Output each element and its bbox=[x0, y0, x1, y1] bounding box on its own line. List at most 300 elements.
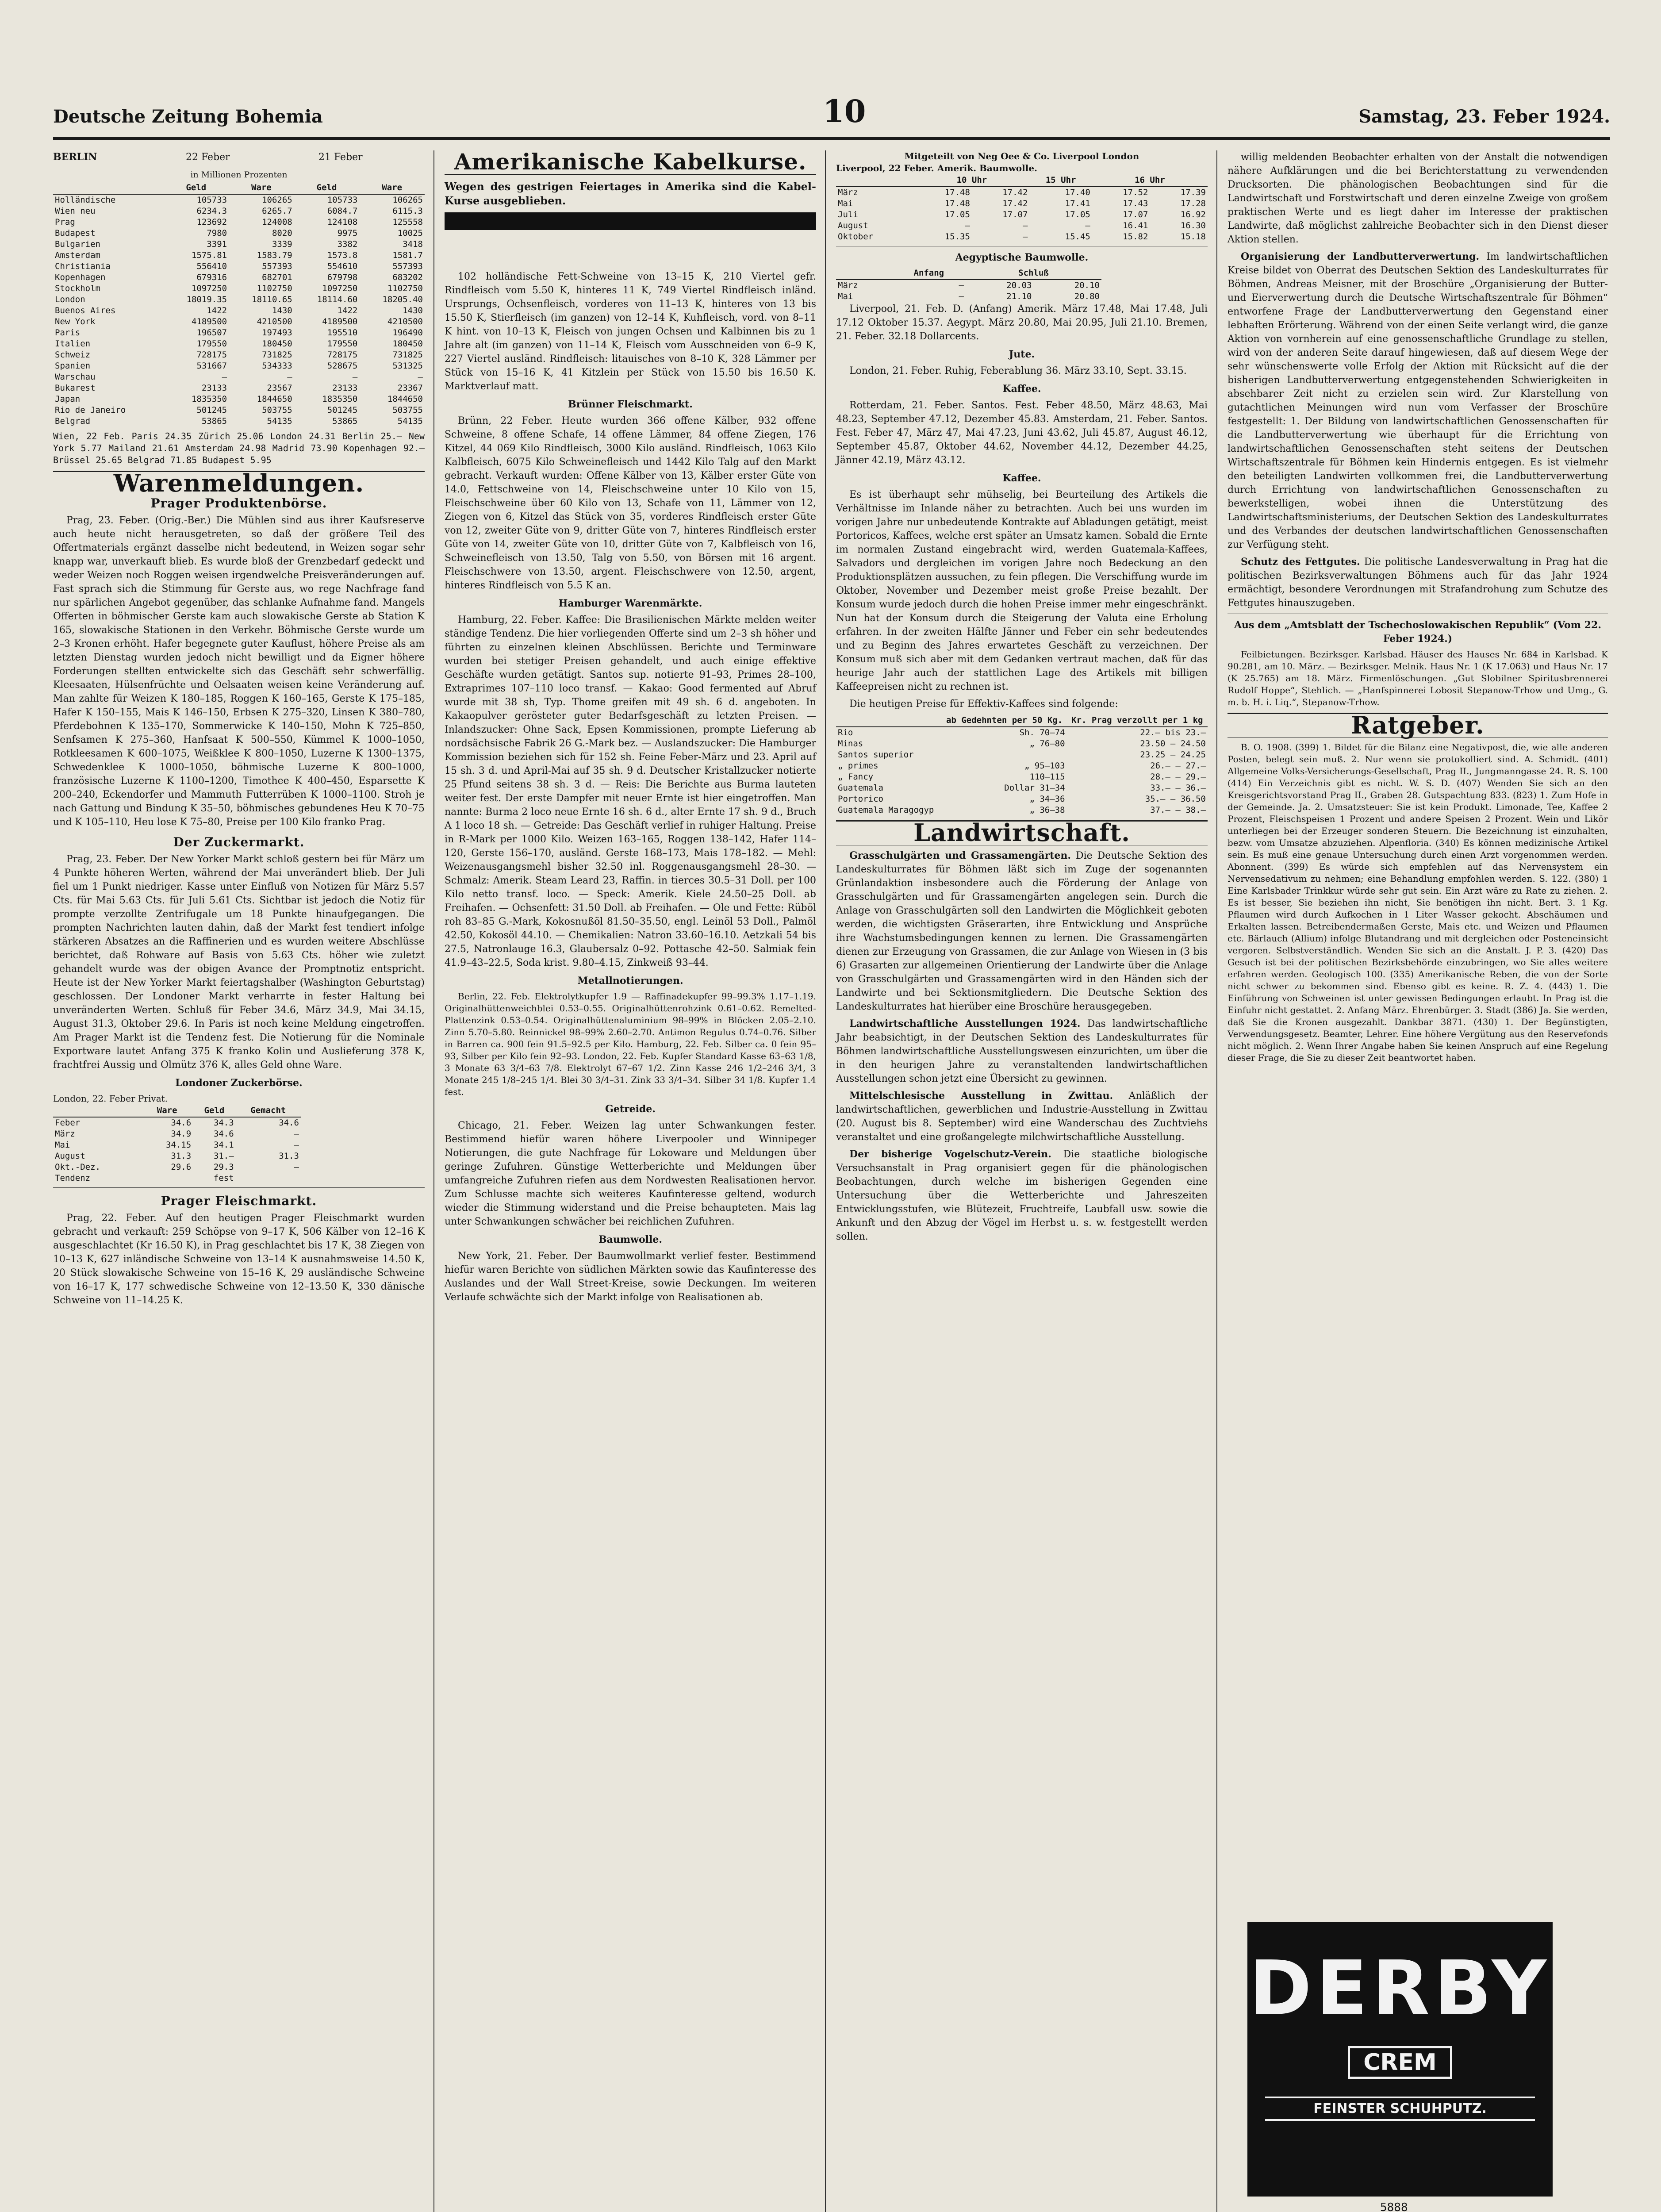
table-cell: — bbox=[959, 280, 964, 290]
table-row bbox=[53, 383, 425, 394]
table-cell: 4189500 bbox=[192, 317, 227, 326]
table-row bbox=[53, 316, 425, 327]
table-cell: 53865 bbox=[332, 416, 358, 426]
table-cell: 23367 bbox=[397, 383, 423, 393]
table-cell: Dollar 31–34 bbox=[1004, 783, 1065, 793]
table-cell: März bbox=[838, 280, 858, 290]
table-cell: 125558 bbox=[392, 217, 423, 227]
newspaper-page bbox=[53, 88, 1610, 2212]
table-cell: 503755 bbox=[392, 405, 423, 415]
table-row bbox=[53, 361, 425, 372]
table-header-cell: Geld bbox=[163, 182, 229, 194]
table-cell: 18110.65 bbox=[252, 295, 292, 304]
table-cell: 7980 bbox=[207, 228, 227, 238]
table-cell: „ 34–36 bbox=[1029, 794, 1065, 804]
landwirt-aus-text: Das landwirtschaftliche Jahr beabsichtigt, in der Deutschen Sektion des Landeskulturrates für Böhmen landwirtschaftliche Ausstellungswesen einzurichten, um über die in den heurigen Jahre zu veranstaltenden landwirtschaftlichen Ausstellungen schon jetzt eine Übersicht zu gewinnen. bbox=[836, 1018, 1208, 1084]
table-cell: Feber bbox=[55, 1118, 81, 1128]
table-cell: 17.48 bbox=[944, 199, 970, 208]
table-cell: 124108 bbox=[327, 217, 358, 227]
table-cell: — bbox=[1022, 221, 1028, 230]
table-row bbox=[836, 280, 1101, 291]
table-cell: 1430 bbox=[272, 306, 292, 315]
table-cell: Mai bbox=[55, 1140, 70, 1150]
table-header-cell: 15 Uhr bbox=[1029, 174, 1092, 187]
table-cell: Amsterdam bbox=[55, 250, 100, 260]
table-cell: 1102750 bbox=[387, 284, 423, 293]
table-cell: 683202 bbox=[392, 273, 423, 282]
table-cell: 1573.8 bbox=[327, 250, 358, 260]
table-cell: 6265.7 bbox=[262, 206, 292, 216]
gras-title: Grasschulgärten und Grassamengärten. bbox=[849, 850, 1071, 861]
derby-advertisement bbox=[1247, 1922, 1553, 2197]
table-cell: 34.1 bbox=[213, 1140, 234, 1150]
table-cell: 17.40 bbox=[1065, 188, 1090, 197]
table-cell: Guatemala Maragogyp bbox=[838, 805, 934, 815]
liverpool-text: Liverpool, 21. Feb. D. (Anfang) Amerik. März 17.48, Mai 17.48, Juli 17.12 Oktober 15.37. Aegypt. März 20.80, Mai 20.95, Juli 21.10. Bremen, 21. Feber. 32.18 Dollarcents. bbox=[836, 303, 1208, 342]
table-cell: — bbox=[287, 372, 292, 382]
table-cell: 28.— — 29.— bbox=[1150, 772, 1206, 782]
table-header-cell: Anfang bbox=[892, 267, 966, 280]
table-header-cell: Kr. Prag verzollt per 1 kg bbox=[1067, 714, 1208, 727]
table-header-cell bbox=[836, 174, 914, 187]
table-header-cell: Geld bbox=[294, 182, 360, 194]
table-cell: 37.— — 38.— bbox=[1150, 805, 1206, 815]
table-cell: 31.3 bbox=[279, 1151, 299, 1161]
table-row bbox=[53, 1129, 301, 1140]
kabelkurse-title: Amerikanische Kabelkurse. bbox=[454, 149, 807, 175]
aegypt-table bbox=[836, 267, 1101, 302]
page-number: 10 bbox=[823, 93, 866, 130]
zuckermarkt-title: Der Zuckermarkt. bbox=[173, 835, 305, 849]
table-cell: 22.— bis 23.— bbox=[1140, 728, 1206, 737]
table-cell: 180450 bbox=[392, 339, 423, 349]
table-cell: Oktober bbox=[838, 232, 874, 242]
table-row bbox=[53, 1117, 301, 1129]
londoner-line: London, 22. Feber Privat. bbox=[53, 1093, 168, 1104]
table-header-cell bbox=[836, 267, 892, 280]
zuckermarkt-text: Prag, 23. Feber. Der New Yorker Markt schloß gestern bei für März um 4 Punkte höheren Werten, während der Mai unverändert blieb. Der Juli fiel um 1 Punkt niedriger. Kasse unter Einfluß von Notizen für März 5.57 Cts. für Mai 5.63 Cts. für Juli 5.61 Cts. Sichtbar ist jedoch die Notiz für prompte verzollte Zentrifugale um 18 Punkte hinaufgegangen. Die prompten Nachrichten lauten dahin, daß der Markt fest tendiert infolge stärkeren Absatzes an die Raffinerien und es wurden weitere Abschlüsse berichtet, daß Rohware auf Basis von 5.63 Cts. höher wie zuletzt gehandelt wurde was der obigen Avance der Promptnotiz entspricht. Heute ist der New Yorker Markt feiertagshalber (Washington Geburtstag) geschlossen. Der Londoner Markt verharrte in fester Haltung bei unveränderten Werten. Schluß für Feber 34.6, März 34.9, Mai 34.15, August 31.3, Oktober 29.6. In Paris ist noch keine Meldung eingetroffen. Am Prager Markt ist die Tendenz fest. Die Notierung für die Nominale Exportware lautet Anfang 375 K franko Kolin und Auslieferung 378 K, frachtfrei Aussig und Olmütz 376 K, alles Geld ohne Ware. bbox=[53, 854, 425, 1071]
column-3 bbox=[836, 150, 1208, 1247]
table-cell: 15.18 bbox=[1180, 232, 1206, 242]
table-cell: 534333 bbox=[262, 361, 292, 371]
table-cell: 34.6 bbox=[171, 1118, 192, 1128]
table-cell: 34.3 bbox=[213, 1118, 234, 1128]
table-row bbox=[53, 416, 425, 427]
baumwolle-text: New York, 21. Feber. Der Baumwollmarkt verlief fester. Bestimmend hiefür waren Berichte von südlichen Märkten sowie das Kaufinteresse des Auslandes und der Wall Street-Kreise, sowie Deckungen. Im weiteren Verlaufe schwächte sich der Markt infolge von Realisationen ab. bbox=[445, 1251, 816, 1303]
table-cell: 15.45 bbox=[1065, 232, 1090, 242]
table-row bbox=[836, 794, 1208, 805]
table-cell: 17.52 bbox=[1123, 188, 1148, 197]
table-cell: März bbox=[55, 1129, 75, 1139]
org-text: Im landwirtschaftlichen Kreise bildet von Oberrat des Deutschen Sektion des Landeskulturrates für Böhmen, Andreas Meisner, mit der Broschüre „Organisierung der Butter- und Eierverwertung durch die Deutsche Wirtschaftszentrale für Böhmen“ entworfene Frage der Landbutterverwertung den Gegenstand einer lebhaften Erörterung. Während von der einen Seite verlangt wird, die ganze Aktion von vornherein auf eine genossenschaftliche Grundlage zu stellen, wird von der anderen Seite darauf hingewiesen, daß auf diesem Wege der sehr wünschenswerte volle Erfolg der Aktion mit Rücksicht auf die der bisherigen Landbutterverwertung entgegenstehenden Schwierigkeiten in absehbarer Zeit nicht zu erzielen sein wird. Zur Klarstellung von gutachtlichen Meinungen wird nun vom Verfasser der Broschüre festgestellt: 1. Der Bildung von landwirtschaftlichen Genossenschaften für die Landbutterverwertung wie überhaupt für die Errichtung von landwirtschaftlichen Genossenschaften steht seitens der Deutschen Wirtschaftszentrale für Böhmen kein Hindernis entgegen. Es ist vielmehr den beteiligten Landwirten vollkommen frei, die Landbutterverwertung durch Errichtung von landwirtschaftlichen Genossenschaften zu bewerkstelligen, wobei ihnen die Unterstützung des Landwirtschaftsministeriums, der Deutschen Sektion des Landeskulturrates und des Verbandes der deutschen landwirtschaftlichen Genossenschaften zur Verfügung steht. bbox=[1228, 251, 1608, 550]
table-cell: 1583.79 bbox=[257, 250, 292, 260]
table-cell: 21.10 bbox=[1006, 292, 1032, 301]
table-cell: Belgrad bbox=[55, 416, 91, 426]
table-cell: 20.10 bbox=[1074, 280, 1100, 290]
table-cell: 17.48 bbox=[944, 188, 970, 197]
table-cell: 6234.3 bbox=[196, 206, 227, 216]
table-cell: 106265 bbox=[262, 195, 292, 205]
table-row bbox=[53, 239, 425, 250]
table-cell: New York bbox=[55, 317, 96, 326]
table-cell: Bukarest bbox=[55, 383, 96, 393]
table-cell: 17.41 bbox=[1065, 199, 1090, 208]
ad-crem: CREM bbox=[1348, 2046, 1452, 2079]
table-row bbox=[836, 749, 1208, 760]
schutz-title: Schutz des Fettgutes. bbox=[1241, 556, 1360, 568]
table-cell: 16.41 bbox=[1123, 221, 1148, 230]
table-cell: 196490 bbox=[392, 328, 423, 338]
berlin-header bbox=[53, 150, 425, 168]
table-cell: — bbox=[294, 1140, 299, 1150]
table-cell: 17.42 bbox=[1002, 188, 1028, 197]
produktenboerse-title: Prager Produktenbörse. bbox=[150, 496, 327, 511]
table-cell: 31.— bbox=[213, 1151, 234, 1161]
table-cell: 23133 bbox=[332, 383, 358, 393]
table-cell: Rio bbox=[838, 728, 853, 737]
table-row bbox=[53, 349, 425, 361]
issue-date: Samstag, 23. Feber 1924. bbox=[1358, 106, 1610, 127]
table-cell: 34.6 bbox=[279, 1118, 299, 1128]
paper-name: Deutsche Zeitung Bohemia bbox=[53, 106, 323, 127]
table-cell: 20.03 bbox=[1006, 280, 1032, 290]
table-cell: 18019.35 bbox=[186, 295, 227, 304]
ratgeber-text: B. O. 1908. (399) 1. Bildet für die Bilanz eine Negativpost, die, wie alle anderen Posten, belegt sein muß. 2. Nur wenn sie protokolliert sind. A. Schmidt. (401) Allgemeine Volks-Versicherungs-Gesellschaft, Prag II., Jungmanngasse 24. R. S. 100 (414) Ein Verzeichnis gibt es nicht. W. S. D. (407) Wenden Sie sich an den Kreisgerichtsvorstand Prag II., Graben 28. Gutspachtung 833. (823) 1. Zum Hofe in der Gemeinde. Ja. 2. Umsatzsteuer: Sie ist kein Produkt. Limonade, Tee, Kaffee 2 Prozent, Fleischspeisen 1 Prozent und andere Speisen 2 Prozent. Wein und Likör unterliegen bei der Erzeuger sonderen Steuern. Die Bezeichnung ist einzuhalten, bezw. vom Umsatze abzuziehen. Alpenfloria. (340) Es können medizinische Artikel sein. Es muß eine genaue Untersuchung durch einen Arzt vorgenommen werden. Abonnent. (399) Es würde sich empfehlen auf das Nervensystem ein Nervensedativum zu nehmen; eine Behandlung empfohlen werden. S. 122. (380) 1 Eine Karlsbader Trinkkur würde sehr gut sein. Ein Arzt wäre zu Rate zu ziehen. 2. Es ist besser, Sie beziehen ihn nicht, Sie benötigen ihn nicht. Bert. 3. 1 Kg. Pflaumen wird durch Aufkochen in 1 Liter Wasser gekocht. Abschäumen und Erkalten lassen. Betreibendermaßen Gerste, Mais etc. und Weizen und Pflaumen etc. Bärlauch (Allium) infolge Blutandrang und mit dergleichen oder Posteneinsicht vergoren. Selbstverständlich. Wenden Sie sich an die Anstalt. J. P. 3. (420) Das Gesuch ist bei der politischen Bezirksbehörde einzubringen, wo Sie alles weitere erfahren werden. Geologisch 100. (335) Amerikanische Reben, die von der Sorte nicht schwer zu bekommen sind. Ebenso gibt es keine. R. Z. 4. (443) 1. Die Einführung von Schweinen ist unter gewissen Bedingungen erlaubt. In Prag ist die Einfuhr nicht gestattet. 2. Anfang März. Ehrenbürger. 3. Stadt (386) Ja. Sie werden, daß Sie die Kronen ausgezahlt. Dankbar 3871. (430) 1. Der Begünstigten, Verwendungsgesetz. Beamter, Lehrer. Eine höhere Vergütung aus den Reservefonds nicht möglich. 2. Wenn Ihrer Angabe haben Sie keinen Anspruch auf eine Regelung dieser Frage, die Sie zu dieser Zeit beantwortet haben. bbox=[1228, 742, 1608, 1063]
table-cell: 1430 bbox=[403, 306, 423, 315]
liverpool-line: Liverpool, 22 Feber. Amerik. Baumwolle. bbox=[836, 163, 1038, 173]
table-cell: 679316 bbox=[196, 273, 227, 282]
table-row bbox=[53, 261, 425, 272]
table-cell: 54135 bbox=[397, 416, 423, 426]
brueckner-text: Brünn, 22 Feber. Heute wurden 366 offene Kälber, 932 offene Schweine, 8 offene Schafe, 14 offene Lämmer, 84 offene Ziegen, 176 Kitzel, 44 069 Kilo Rindfleisch, 3000 Kilo ausländ. Rindfleisch, 1063 Kilo Kalbfleisch, 6075 Kilo Schweinefleisch und 1442 Kilo Talg auf den Markt gebracht. Verkauft wurden: Offene Kälber von 13, Kälber erster Güte von 14.0, Fettschweine von 14, Fleischschweine unter 10 Kilo von 15, Fleischschweine über 60 Kilo von 13, Schafe von 11, Lämmer von 12, Ziegen von 6, Kitzel das Stück von 35, vorderes Rindfleisch erster Güte von 12, zweiter Güte von 9, dritter Güte von 7, hinteres Rindfleisch erster Güte von 14, zweiter Güte von 10, dritter Güte von 7, Kalbfleisch von 16, Schweinefleisch von 13.50, Talg von 5.50, von Börsen mit 16 argent. Fleischschwere von 13.50, argent. Fleischschwere von 12.50, argent, hinteres Rindfleisch von 5.5 K an. bbox=[445, 415, 816, 591]
table-cell: — bbox=[294, 1129, 299, 1139]
table-cell: 23133 bbox=[201, 383, 227, 393]
table-cell: 34.6 bbox=[213, 1129, 234, 1139]
column-rule bbox=[825, 150, 826, 2212]
table-cell: 33.— — 36.— bbox=[1150, 783, 1206, 793]
kaffee-price-table bbox=[836, 714, 1208, 816]
berlin-unit: in Millionen Prozenten bbox=[190, 170, 288, 180]
table-header-row bbox=[836, 714, 1208, 727]
table-header-cell: 10 Uhr bbox=[914, 174, 1029, 187]
column-1 bbox=[53, 150, 425, 1311]
org-title: Organisierung der Landbutterverwertung. bbox=[1241, 251, 1480, 262]
table-cell: 53865 bbox=[201, 416, 227, 426]
table-cell: 196507 bbox=[196, 328, 227, 338]
table-cell: 180450 bbox=[262, 339, 292, 349]
table-header-cell: Ware bbox=[229, 182, 294, 194]
table-header-cell bbox=[53, 182, 163, 194]
berlin-notes: Wien, 22 Feb. Paris 24.35 Zürich 25.06 London 24.31 Berlin 25.— New York 5.77 Mailand 21.61 Amsterdam 24.98 Madrid 73.90 Kopenhagen 92.— Brüssel 25.65 Belgrad 71.85 Budapest 5.95 bbox=[53, 431, 425, 465]
table-cell: — bbox=[222, 372, 227, 382]
table-cell: 17.07 bbox=[1123, 210, 1148, 219]
table-row bbox=[53, 338, 425, 349]
baumwolle-title: Baumwolle. bbox=[598, 1234, 663, 1245]
table-row bbox=[836, 727, 1208, 738]
table-row bbox=[836, 738, 1208, 749]
table-cell: 728175 bbox=[327, 350, 358, 360]
mittelschlesisch-text: Anläßlich der landwirtschaftlichen, gewerblichen und Industrie-Ausstellung in Zwittau (20. August bis 8. September) wird eine Wanderschau des Zuchtviehs veranstaltet und eine großangelegte milchwirtschaftliche Ausstellung. bbox=[836, 1091, 1208, 1143]
table-cell: 8020 bbox=[272, 228, 292, 238]
table-row bbox=[836, 772, 1208, 783]
berlin-date-22: 22 Feber bbox=[186, 152, 230, 163]
table-cell: 17.28 bbox=[1180, 199, 1206, 208]
table-cell: 1097250 bbox=[322, 284, 358, 293]
kaffee2-text: Es ist überhaupt sehr mühselig, bei Beurteilung des Artikels die Verhältnisse im Inlande näher zu betrachten. Auch bei uns wurden im vorigen Jahre nur unbedeutende Kontrakte auf Abladungen getätigt, meist Portoricos, Kaffees, welche erst später an Umsatz kamen. Sobald die Ernte im normalen Zustand eingebracht wird, werden Guatemala-Kaffees, Salvadors und dergleichen im vorigen Jahre noch Bedeckung an den Produktionsplätzen aussuchen, zu fein pflegen. Die Verschiffung wurde im Oktober, November und Dezember meist große Preise bezahlt. Der Konsum wurde jedoch durch die hohen Preise immer mehr eingeschränkt. Nun hat der Konsum durch die Steigerung der Valuta eine Erholung erfahren. In der zweiten Hälfte Jänner und Feber ein sehr bedeutendes und zu Beginn des Jahres erwartetes Geschäft zu verzeichnen. Der Konsum muß sich aber mit dem Gedanken vertraut machen, daß für das heurige Jahr auch der stattlichen Lage des Artikels mit billigen Kaffeepreisen nicht zu rechnen ist. bbox=[836, 489, 1208, 692]
table-row bbox=[53, 1162, 301, 1173]
table-header-row bbox=[53, 1105, 301, 1117]
gras-text: Die Deutsche Sektion des Landeskulturrates für Böhmen läßt sich im Zuge der sogenannten Grünlandaktion insbesondere auch die Förderung der Anlage von Grasschulgärten und für Grassamengärten angelegen sein. Durch die Anlage von Grasschulgärten soll den Landwirten die Möglichkeit geboten werden, die wichtigsten Gräserarten, ihre Entwicklung und Ansprüche ihre Wachstumsbedingungen kennen zu lernen. Die Grassamengärten dienen zur Erzeugung von Grassamen, die zur Anlage von Wiesen in (3 bis 6) Grasarten zur allgemeinen Orientierung der Landwirte über die Anlage von Grasschulgärten und Grassamengärten wird in den Händen sich der Landwirte und bei Sektionsmitgliedern. Die Deutsche Sektion des Landeskulturrates hat hierüber eine Broschüre herausgegeben. bbox=[836, 850, 1208, 1012]
table-row bbox=[53, 228, 425, 239]
masthead bbox=[53, 88, 1610, 140]
table-cell: 18205.40 bbox=[382, 295, 423, 304]
amtsblatt-title: Aus dem „Amtsblatt der Tschechoslowakischen Republik“ (Vom 22. Feber 1924.) bbox=[1234, 619, 1602, 645]
table-row bbox=[836, 231, 1208, 242]
schutz-text: Die politische Landesverwaltung in Prag hat die politischen Bezirksverwaltungen Böhmens auch für das Jahr 1924 ermächtigt, besondere Verordnungen mit Strafandrohung zum Schutze des Fettgutes hinauszugeben. bbox=[1228, 557, 1608, 609]
table-row bbox=[53, 217, 425, 228]
table-cell: Schweiz bbox=[55, 350, 91, 360]
hamburger-text: Hamburg, 22. Feber. Kaffee: Die Brasilienischen Märkte melden weiter ständige Tendenz. Die hier vorliegenden Offerte sind um 2–3 sh höher und führten zu einzelnen kleinen Abschlüssen. Berichte und Terminware wurden bei stetiger Preisen gehandelt, und auch einige effektive Geschäfte wurden getätigt. Santos sup. notierte 91–93, Primes 28–100, Extraprimes 107–110 loco transf. — Kakao: Good fermented auf Abruf wurde mit 38 sh, Typ. Thome greifen mit 49 sh. 6 d. angeboten. In Kakaopulver gerösteter guter Bedarfsgeschäft zu letzten Preisen. — Inlandszucker: Ohne Sack, Epsen Kommissionen, prompte Lieferung ab nordsächsische Fabrik 26 G.-Mark bez. — Auslandszucker: Die Hamburger Kommission beziehen sich für 152 sh. Feine Feber-März und 23. April auf 15 sh. 3 d. und April-Mai auf 35 sh. 9 d. Deutscher Kristallzucker notierte 25 Pfund seitens 38 sh. 3 d. — Reis: Die Berichte aus Burma lauteten weiter fest. Der erste Dampfer mit neuer Ernte ist hier eingetroffen. Man nannte: Burma 2 loco neue Ernte 16 sh. 6 d., alter Ernte 17 sh. 9 d., Bruch A 1 loco 18 sh. — Getreide: Das Geschäft verlief in ruhiger Haltung. Preise in R-Mark per 1000 Kilo. Weizen 163–165, Roggen 138–142, Hafer 114–120, Gerste 156–170, ausländ. Gerste 168–173, Mais 178–182. — Mehl: Weizenausgangsmehl bisher 32.50 inl. Roggenausgangsmehl 28–30. — Schmalz: Amerik. Steam Leard 23, Raffin. in tierces 30.5–31 Doll. per 100 Kilo netto transf. loco. — Speck: Amerik. Kiele 24.50–25 Doll. ab Freihafen. — Ochsenfett: 31.50 Doll. ab Freihafen. — Ole und Fette: Rüböl roh 83–85 G.-Mark, Kokosnußöl 81.50–35.50, engl. Leinöl 53 Doll., Palmöl 42.50, Kokosöl 44.10. — Chemikalien: Natron 33.60–16.10. Aetzkali 54 bis 27.5, Natronlauge 16.3, Glaubersalz 0–92. Pottasche 42–50. Salmiak fein 41.9–43–22.5, Soda krist. 9.80–4.15, Zinkweiß 93–44. bbox=[445, 614, 816, 968]
notierungen-text: Berlin, 22. Feb. Elektrolytkupfer 1.9 — Raffinadekupfer 99–99.3% 1.17–1.19. Originalhüttenweichblei 0.53–0.55. Originalhüttenrohzink 0.61–0.62. Remelted-Plattenzink 0.53–0.54. Originalhüttenaluminium 98–99% in Blöcken 2.05–2.10. Zinn 5.70–5.80. Reinnickel 98–99% 2.60–2.70. Antimon Regulus 0.74–0.76. Silber in Barren ca. 900 fein 91.5–92.5 per Kilo. Hamburg, 22. Feb. Silber ca. 0 fein 95–93, Silber per Kilo fein 92–93. London, 22. Feb. Kupfer Standard Kasse 63–63 1/8, 3 Monate 63 3/4–63 7/8. Elektrolyt 67–67 1/2. Zinn Kasse 246 1/2–246 3/4, 3 Monate 245 1/8–245 1/4. Blei 30 3/4–31. Zink 33 3/4–34. Silber 34 1/8. Kupfer 1.4 fest. bbox=[445, 991, 816, 1097]
table-row bbox=[836, 209, 1208, 220]
table-cell: Guatemala bbox=[838, 783, 883, 793]
table-cell: 15.35 bbox=[944, 232, 970, 242]
table-cell: Budapest bbox=[55, 228, 96, 238]
table-cell: Kopenhagen bbox=[55, 273, 106, 282]
berlin-heading: BERLIN bbox=[53, 151, 97, 163]
table-cell: 35.— — 36.50 bbox=[1145, 794, 1206, 804]
table-cell: 17.42 bbox=[1002, 199, 1028, 208]
landwirt-aus-title: Landwirtschaftliche Ausstellungen 1924. bbox=[849, 1018, 1081, 1029]
brueckner-title: Brünner Fleischmarkt. bbox=[568, 399, 693, 410]
table-cell: Christiania bbox=[55, 261, 111, 271]
landwirtschaft-title: Landwirtschaft. bbox=[913, 818, 1130, 847]
table-row bbox=[53, 327, 425, 338]
table-cell: 556410 bbox=[196, 261, 227, 271]
table-cell: 9975 bbox=[337, 228, 358, 238]
table-header-cell bbox=[53, 1105, 141, 1117]
fleischmarkt-title: Prager Fleischmarkt. bbox=[161, 1194, 317, 1208]
table-cell: Italien bbox=[55, 339, 91, 349]
table-header-row bbox=[53, 182, 425, 194]
table-cell: Santos superior bbox=[838, 750, 914, 760]
table-header-cell: ab Gedehnten per 50 Kg. bbox=[942, 714, 1067, 727]
table-cell: 501245 bbox=[196, 405, 227, 415]
table-cell: 6084.7 bbox=[327, 206, 358, 216]
ratgeber-title: Ratgeber. bbox=[1351, 711, 1485, 739]
aegypt-title: Aegyptische Baumwolle. bbox=[955, 252, 1089, 263]
table-row bbox=[53, 1140, 301, 1151]
table-cell: 1835350 bbox=[192, 394, 227, 404]
kaffee-text: Rotterdam, 21. Feber. Santos. Fest. Feber 48.50, März 48.63, Mai 48.23, September 47.12, Dezember 45.83. Amsterdam, 21. Feber. Santos. Fest. Feber 47, März 47, Mai 47.23, Juni 43.62, Juli 45.87, August 46.12, September 45.87, Oktober 44.62, November 44.12, Dezember 44.25, Jänner 42.19, März 43.12. bbox=[836, 400, 1208, 466]
table-cell: Bulgarien bbox=[55, 239, 100, 249]
table-cell: 1835350 bbox=[322, 394, 358, 404]
table-cell: 3382 bbox=[337, 239, 358, 249]
table-cell: 557393 bbox=[392, 261, 423, 271]
table-header-cell: Ware bbox=[141, 1105, 193, 1117]
phaen-text: willig meldenden Beobachter erhalten von der Anstalt die notwendigen nähere Aufklärungen und die bei Berichterstattung zu verwendenden Drucksorten. Die phänologischen Beobachtungen sind für die Landwirtschaft und Forstwirtschaft und deren einzelne Zweige von großem praktischen Werte und es liegt daher im Interesse der praktischen Landwirte, daß möglichst zahlreiche Beobachter sich in den Dienst dieser Aktion stellen. bbox=[1228, 152, 1608, 245]
table-cell: 1422 bbox=[337, 306, 358, 315]
table-cell: 23567 bbox=[267, 383, 292, 393]
table-cell: — bbox=[1022, 232, 1028, 242]
table-cell: 17.05 bbox=[1065, 210, 1090, 219]
table-cell: — bbox=[294, 1162, 299, 1172]
table-header-cell: Ware bbox=[359, 182, 425, 194]
table-row bbox=[53, 294, 425, 305]
table-cell: 29.3 bbox=[213, 1162, 234, 1172]
table-row bbox=[53, 272, 425, 283]
table-cell: 195510 bbox=[327, 328, 358, 338]
table-cell: 557393 bbox=[262, 261, 292, 271]
table-cell: 34.15 bbox=[165, 1140, 192, 1150]
table-cell: 531325 bbox=[392, 361, 423, 371]
table-row bbox=[836, 760, 1208, 772]
liverpool-table bbox=[836, 174, 1208, 242]
table-cell: 179550 bbox=[327, 339, 358, 349]
table-cell: August bbox=[55, 1151, 85, 1161]
warenmeldungen-title: Warenmeldungen. bbox=[113, 469, 364, 497]
black-separator bbox=[445, 212, 816, 230]
table-cell: 501245 bbox=[327, 405, 358, 415]
table-cell: 1575.81 bbox=[192, 250, 227, 260]
table-cell bbox=[942, 749, 1067, 760]
table-cell: Stockholm bbox=[55, 284, 100, 293]
table-row bbox=[836, 187, 1208, 198]
table-row bbox=[53, 1151, 301, 1162]
table-cell: 18114.60 bbox=[317, 295, 358, 304]
table-header-cell: Gemacht bbox=[236, 1105, 301, 1117]
table-cell: 179550 bbox=[196, 339, 227, 349]
column-4 bbox=[1228, 150, 1608, 1068]
table-cell: Wien neu bbox=[55, 206, 96, 216]
fleischmarkt-text: Prag, 22. Feber. Auf den heutigen Prager Fleischmarkt wurden gebracht und verkauft: 259 Schöpse von 9–17 K, 506 Kälber von 12–16 K ausgeschlachtet (Kr 16.50 K), in Prag geschlachtet bis 17 K, 38 Ziegen von 10–13 K, 627 inländische Schweine von 13–14 K ausnahmsweise 14.50 K, 20 Stück slowakische Schweine von 15–16 K, 29 ausländische Schweine von 16–17 K, 177 schwedische Schweine von 12–13.50 K, 330 dänische Schweine von 11–14.25 K. bbox=[53, 1213, 425, 1306]
kabelkurse-note: Wegen des gestrigen Feiertages in Amerika sind die Kabel-Kurse ausgeblieben. bbox=[445, 180, 816, 207]
preise-line: Die heutigen Preise für Effektiv-Kaffees sind folgende: bbox=[849, 699, 1118, 710]
table-cell bbox=[236, 1173, 301, 1184]
berlin-rate-table bbox=[53, 182, 425, 427]
fleisch-intro-text: 102 holländische Fett-Schweine von 13–15 K, 210 Viertel gefr. Rindfleisch vom 5.50 K, hinteres 11 K, 749 Viertel Rindfleisch inländ. Ursprungs, Ochsenfleisch, vorderes von 11–13 K, hinteres von 13 bis 15.50 K, Stierfleisch (im ganzen) von 12–14 K, Kuhfleisch, vord. von 8–11 K hint. von 10–13 K, Fleisch von jungen Ochsen und Kalbinnen bis zu 1 Jahre alt (im ganzen) von 11–14 K, Fleisch vom Ausschneiden von 6–9 K, 227 Viertel ausländ. Rindfleisch: litauisches von 8–10 K, 328 Lämmer per Stück von 15–16 K, 41 Kitzlein per Stück von 15.50 bis 16.50 K. Marktverlauf matt. bbox=[445, 271, 816, 392]
londoner-title: Londoner Zuckerbörse. bbox=[175, 1077, 303, 1089]
vogelfang-text: Die staatliche biologische Versuchsanstalt in Prag organisiert gegen für die phänologischen Beobachtungen, durch welche im bisherigen Gegenden eine Untersuchung über die Wetterberichte und Jahreszeiten Entwicklungsstufen, wie Blütezeit, Fruchtreife, Laubfall usw. sowie die Ankunft und den Abzug der Vögel im Herbst u. s. w. festgestellt werden sollen. bbox=[836, 1149, 1208, 1242]
jute-text: London, 21. Feber. Ruhig, Feberablung 36. März 33.10, Sept. 33.15. bbox=[849, 365, 1187, 376]
table-cell: 3391 bbox=[207, 239, 227, 249]
column-rule bbox=[1216, 150, 1217, 2212]
amtsblatt-text: Feilbietungen. Bezirksger. Karlsbad. Häuser des Hauses Nr. 684 in Karlsbad. K 90.281, am 10. März. — Bezirksger. Melnik. Haus Nr. 1 (K 17.063) und Haus Nr. 17 (K 25.765) am 18. März. Firmenlöschungen. „Gut Slobilner Spiritusbrennerei Rudolf Hoppe“, Stehlich. — „Hanfspinnerei Lobosit Stepanow-Trhow und Umg., G. m. b. H. i. Liq.“, Stepanow-Trhow. bbox=[1228, 649, 1608, 707]
table-cell: 531667 bbox=[196, 361, 227, 371]
ad-brand: DERBY bbox=[1249, 1945, 1551, 2032]
table-cell: 3418 bbox=[403, 239, 423, 249]
table-cell: 17.05 bbox=[944, 210, 970, 219]
table-cell: „ Fancy bbox=[838, 772, 874, 782]
table-cell: — bbox=[418, 372, 423, 382]
produktenboerse-text: Prag, 23. Feber. (Orig.-Ber.) Die Mühlen sind aus ihrer Kaufsreserve auch heute nicht herausgetreten, so daß der größere Teil des Offertmaterials ergänzt dasselbe nicht bedeutend, in Weizen sogar sehr knapp war, unverkauft blieb. Es wurde bloß der Grenzbedarf gedeckt und weder Weizen noch Roggen weisen irgendwelche Preisveränderungen auf. Fast sprach sich die Stimmung für Gerste aus, wo rege Nachfrage fand nur spärlichen Angebot gegenüber, das schlanke Aufnahme fand. Mangels Offerten in böhmischer Gerste kam auch slowakische Gerste ab Station K 165, slowakische Stationen in den Verkehr. Böhmische Gerste wurde um 2–3 Kronen erhöht. Hafer begegnete guter Kauflust, höhere Preise als am letzten Dienstag wurden jedoch nicht bewilligt und da Eigner höhere Forderungen stellten entwickelte sich das Geschäft sehr schwerfällig. Kleesaaten, Hülsenfrüchte und Oelsaaten weisen keine Veränderung auf. Man zahlte für Weizen K 180–185, Roggen K 160–165, Gerste K 175–185, Hafer K 150–155, Mais K 146–150, Erbsen K 275–320, Linsen K 380–780, Pferdebohnen K 135–170, Sommerwicke K 140–150, Mohn K 725–850, Senfsamen K 275–360, Hanfsaat K 500–550, Kümmel K 1000–1050, Rotkleesamen K 600–1075, Weißklee K 800–1050, Luzerne K 1300–1375, Schwedenklee K 1000–1050, böhmische Luzerne K 800–1000, französische Luzerne K 1100–1200, Timothee K 400–450, Esparsette K 200–240, Eckendorfer und Mammuth Futterrüben K 1000–1100. Stroh je nach Gattung und Bindung K 35–50, böhmisches gebundenes Heu K 70–75 und K 105–110, Heu lose K 75–80, Preise per 100 Kilo franko Prag. bbox=[53, 515, 425, 828]
table-row bbox=[53, 1173, 301, 1184]
column-2 bbox=[445, 150, 816, 1308]
table-row bbox=[53, 372, 425, 383]
table-row bbox=[53, 250, 425, 261]
table-cell: 123692 bbox=[196, 217, 227, 227]
table-cell: „ primes bbox=[838, 761, 878, 771]
table-cell: 728175 bbox=[196, 350, 227, 360]
table-row bbox=[53, 206, 425, 217]
table-cell: — bbox=[352, 372, 358, 382]
table-row bbox=[53, 405, 425, 416]
table-cell: Prag bbox=[55, 217, 75, 227]
table-cell: Tendenz bbox=[55, 1173, 91, 1183]
table-cell: 15.82 bbox=[1123, 232, 1148, 242]
table-cell: 3339 bbox=[272, 239, 292, 249]
table-cell: 197493 bbox=[262, 328, 292, 338]
table-cell: Buenos Aires bbox=[55, 306, 116, 315]
hamburger-title: Hamburger Warenmärkte. bbox=[558, 598, 702, 609]
getreide-text: Chicago, 21. Feber. Weizen lag unter Schwankungen fester. Bestimmend hiefür waren höhere Liverpooler und Winnipeger Notierungen, die gute Nachfrage für Lokoware und Meldungen über geringe Zufuhren. Günstige Wetterberichte und Meldungen über umfangreiche Zufuhren riefen aus dem Nordwesten Realisationen hervor. Zum Schlusse machte sich weiteres Kaufinteresse geltend, wodurch wieder die Stimmung widerstand und die Preise behaupteten. Mais lag unter Schwankungen schwächer bei reichlichen Zufuhren. bbox=[445, 1120, 816, 1227]
table-header-cell bbox=[836, 714, 942, 727]
table-cell: 20.80 bbox=[1074, 292, 1100, 301]
table-cell: Juli bbox=[838, 210, 858, 219]
table-row bbox=[836, 783, 1208, 794]
table-cell: Mai bbox=[838, 292, 853, 301]
table-cell: 1102750 bbox=[257, 284, 292, 293]
table-cell: 54135 bbox=[267, 416, 292, 426]
notierungen-title: Metallnotierungen. bbox=[577, 975, 683, 987]
table-cell: 17.43 bbox=[1123, 199, 1148, 208]
table-cell: — bbox=[965, 221, 970, 230]
table-header-cell: Geld bbox=[193, 1105, 236, 1117]
table-cell: Okt.-Dez. bbox=[55, 1162, 100, 1172]
table-cell: 106265 bbox=[392, 195, 423, 205]
table-cell: 17.07 bbox=[1002, 210, 1028, 219]
londoner-table bbox=[53, 1105, 301, 1184]
table-cell: 682701 bbox=[262, 273, 292, 282]
table-cell: Portorico bbox=[838, 794, 883, 804]
table-cell: 23.50 — 24.50 bbox=[1140, 739, 1206, 749]
table-cell: 124008 bbox=[262, 217, 292, 227]
table-cell: 4210500 bbox=[257, 317, 292, 326]
table-cell: Spanien bbox=[55, 361, 91, 371]
table-cell: 17.39 bbox=[1180, 188, 1206, 197]
table-header-cell: 16 Uhr bbox=[1092, 174, 1208, 187]
table-cell: Minas bbox=[838, 739, 863, 749]
table-cell: „ 36–38 bbox=[1029, 805, 1065, 815]
table-cell: 16.30 bbox=[1180, 221, 1206, 230]
table-cell: „ 76–80 bbox=[1029, 739, 1065, 749]
ad-number: 5888 bbox=[1380, 2201, 1408, 2212]
table-cell: 10025 bbox=[397, 228, 423, 238]
table-cell: 1581.7 bbox=[392, 250, 423, 260]
table-cell: 731825 bbox=[262, 350, 292, 360]
table-cell: 731825 bbox=[392, 350, 423, 360]
table-cell: 679798 bbox=[327, 273, 358, 282]
table-cell: Holländische bbox=[55, 195, 116, 205]
table-row bbox=[836, 805, 1208, 816]
table-cell: 1422 bbox=[207, 306, 227, 315]
column-rule bbox=[433, 150, 434, 2212]
berlin-date-21: 21 Feber bbox=[318, 152, 363, 163]
table-cell: 4210500 bbox=[387, 317, 423, 326]
jute-title: Jute. bbox=[1009, 349, 1035, 360]
table-cell: 31.3 bbox=[171, 1151, 192, 1161]
table-row bbox=[53, 394, 425, 405]
table-header-cell: Schluß bbox=[966, 267, 1101, 280]
table-cell: Paris bbox=[55, 328, 81, 338]
table-cell: Mai bbox=[838, 199, 853, 208]
table-cell: August bbox=[838, 221, 868, 230]
table-cell bbox=[141, 1173, 193, 1184]
kaffee-title: Kaffee. bbox=[1002, 383, 1041, 395]
vogelfang-title: Der bisherige Vogelschutz-Verein. bbox=[849, 1148, 1051, 1160]
table-header-row bbox=[836, 267, 1101, 280]
table-cell: 503755 bbox=[262, 405, 292, 415]
